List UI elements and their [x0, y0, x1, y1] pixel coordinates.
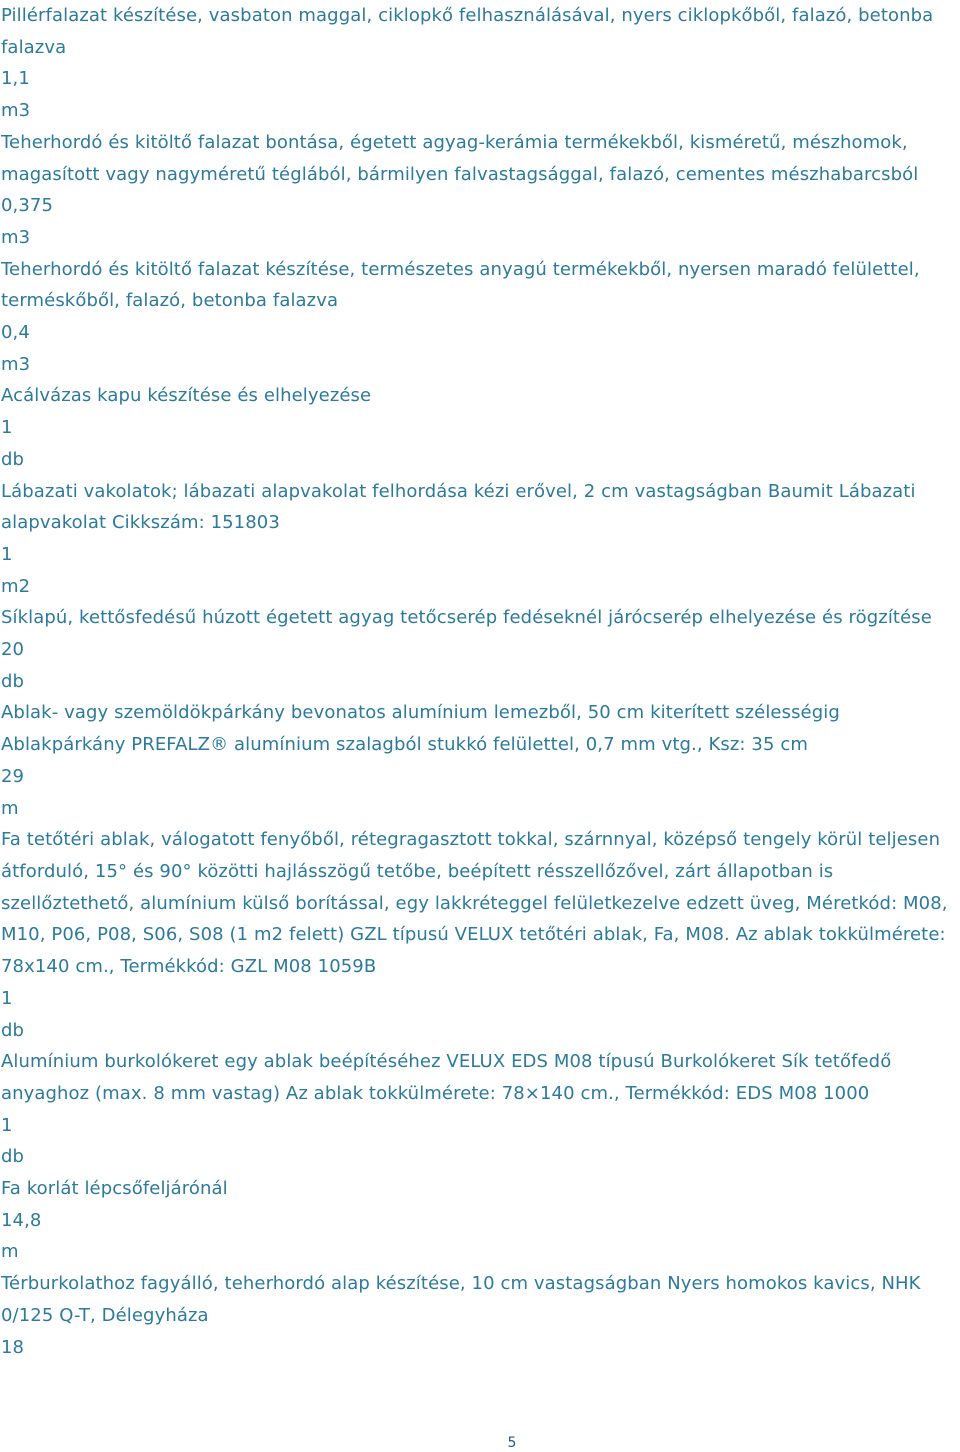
- item-quantity: 18: [1, 1336, 25, 1358]
- item-quantity: 1: [1, 417, 13, 439]
- item-unit: m3: [1, 100, 31, 122]
- item-description: Ablak- vagy szemöldökpárkány bevonatos alumínium lemezből, 50 cm kiterített szélességig Ablakpárkány PREFALZ® alumínium szalagból stukkó felülettel, 0,7 mm vtg., Ksz: 35 cm: [1, 702, 840, 756]
- item-description: Fa tetőtéri ablak, válogatott fenyőből, rétegragasztott tokkal, szárnnyal, középső tengely körül teljesen átforduló, 15° és 90° közötti hajlásszögű tetőbe, beépített résszellőzővel, zárt állapotban is szellőztethető, alumínium külső borítással, egy lakkréteggel felületkezelve edzett üveg, Méretkód: M08, M10, P06, P08, S06, S08 (1 m2 felett) GZL típusú VELUX tetőtéri ablak, Fa, M08. Az ablak tokkülmérete: 78x140 cm., Termékkód: GZL M08 1059B: [1, 829, 948, 978]
- item-description: Teherhordó és kitöltő falazat készítése, természetes anyagú termékekből, nyersen maradó felülettel, terméskőből, falazó, betonba falazva: [1, 258, 920, 312]
- item-quantity: 20: [1, 639, 25, 661]
- item-description: Térburkolathoz fagyálló, teherhordó alap készítése, 10 cm vastagságban Nyers homokos kavics, NHK 0/125 Q-T, Délegyháza: [1, 1273, 921, 1326]
- item-description: Teherhordó és kitöltő falazat bontása, égetett agyag-kerámia termékekből, kisméretű, mészhomok, magasított vagy nagyméretű téglából, bármilyen falvastagsággal, falazó, cementes mészhabarcsból: [1, 131, 919, 185]
- item-description: Fa korlát lépcsőfeljárónál: [1, 1178, 228, 1200]
- item-unit: db: [1, 1019, 25, 1041]
- item-quantity: 1,1: [1, 68, 30, 90]
- item-quantity: 1: [1, 987, 13, 1009]
- page-number: 5: [507, 1435, 517, 1451]
- item-unit: db: [1, 670, 25, 692]
- item-quantity: 29: [1, 765, 25, 787]
- item-quantity: 0,375: [1, 195, 54, 217]
- item-quantity: 1: [1, 1114, 13, 1136]
- item-unit: m: [1, 1241, 19, 1263]
- item-quantity: 0,4: [1, 322, 30, 344]
- item-description: Alumínium burkolókeret egy ablak beépítéséhez VELUX EDS M08 típusú Burkolókeret Sík tetőfedő anyaghoz (max. 8 mm vastag) Az ablak tokkülmérete: 78×140 cm., Termékkód: EDS M08 1000: [1, 1051, 892, 1104]
- document-body: [1, 0, 956, 1363]
- item-description: Pillérfalazat készítése, vasbaton maggal, ciklopkő felhasználásával, nyers ciklopkőből, falazó, betonba falazva: [1, 5, 934, 58]
- item-quantity: 14,8: [1, 1209, 42, 1231]
- item-description: Lábazati vakolatok; lábazati alapvakolat felhordása kézi erővel, 2 cm vastagságban Baumit Lábazati alapvakolat Cikkszám: 151803: [1, 480, 916, 534]
- item-quantity: 1: [1, 543, 13, 565]
- item-unit: db: [1, 1146, 25, 1168]
- item-unit: m3: [1, 353, 31, 375]
- item-unit: m3: [1, 226, 31, 248]
- item-description: Acálvázas kapu készítése és elhelyezése: [1, 385, 372, 407]
- item-unit: db: [1, 448, 25, 470]
- item-unit: m2: [1, 575, 31, 597]
- item-unit: m: [1, 797, 19, 819]
- item-description: Síklapú, kettősfedésű húzott égetett agyag tetőcserép fedéseknél járócserép elhelyezése és rögzítése: [1, 607, 932, 629]
